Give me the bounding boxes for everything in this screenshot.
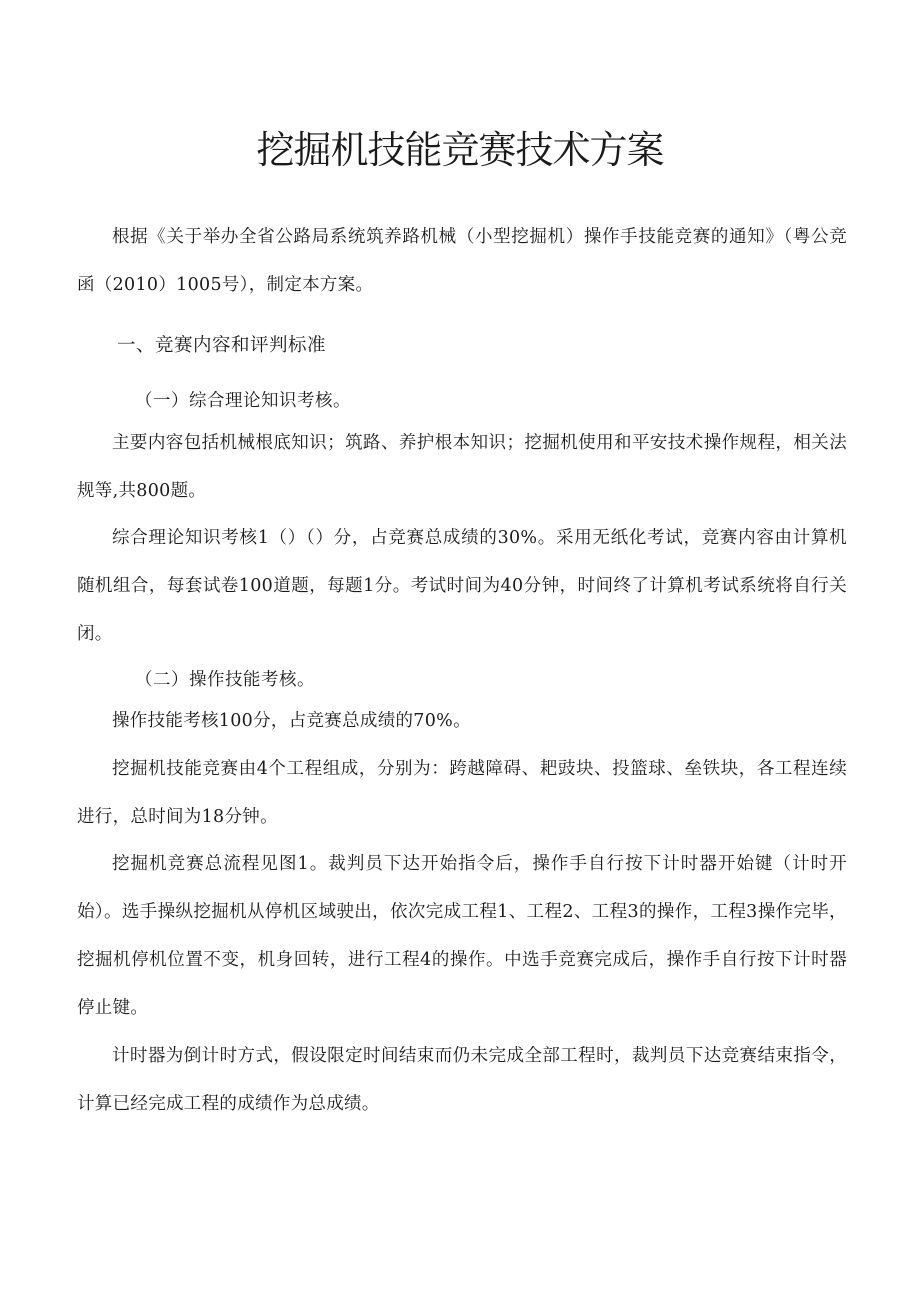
subsection-heading: （一）综合理论知识考核。 [135, 391, 351, 411]
document-title: 挖掘机技能竞赛技术方案 [256, 128, 664, 172]
body-paragraph: 主要内容包括机械根底知识；筑路、养护根本知识；挖掘机使用和平安技术操作规程，相关法规等,共800题。 [77, 433, 847, 501]
subsection-heading: （二）操作技能考核。 [135, 670, 315, 690]
body-paragraph: 挖掘机竞赛总流程见图1。裁判员下达开始指令后，操作手自行按下计时器开始键（计时开始）。选手操纵挖掘机从停机区域驶出，依次完成工程1、工程2、工程3的操作，工程3操作完毕，挖掘机停机位置不变，机身回转，进行工程4的操作。中选手竞赛完成后，操作手自行按下计时器停止键。 [77, 854, 847, 1018]
intro-paragraph: 根据《关于举办全省公路局系统筑养路机械（小型挖掘机）操作手技能竞赛的通知》（粤公竞函（2010）1005号），制定本方案。 [77, 227, 847, 295]
body-paragraph: 挖掘机技能竞赛由4个工程组成，分别为：跨越障碍、耙豉块、投篮球、垒铁块，各工程连续进行，总时间为18分钟。 [77, 759, 847, 827]
body-paragraph: 操作技能考核100分，占竞赛总成绩的70%。 [112, 711, 471, 731]
body-paragraph: 计时器为倒计时方式，假设限定时间结束而仍未完成全部工程时，裁判员下达竞赛结束指令，计算已经完成工程的成绩作为总成绩。 [77, 1046, 847, 1114]
body-paragraph: 综合理论知识考核1（）（）分，占竞赛总成绩的30%。采用无纸化考试，竞赛内容由计算机随机组合，每套试卷100道题，每题1分。考试时间为40分钟，时间终了计算机考试系统将自行关闭。 [77, 528, 847, 644]
section-heading: 一、竞赛内容和评判标准 [117, 335, 327, 356]
